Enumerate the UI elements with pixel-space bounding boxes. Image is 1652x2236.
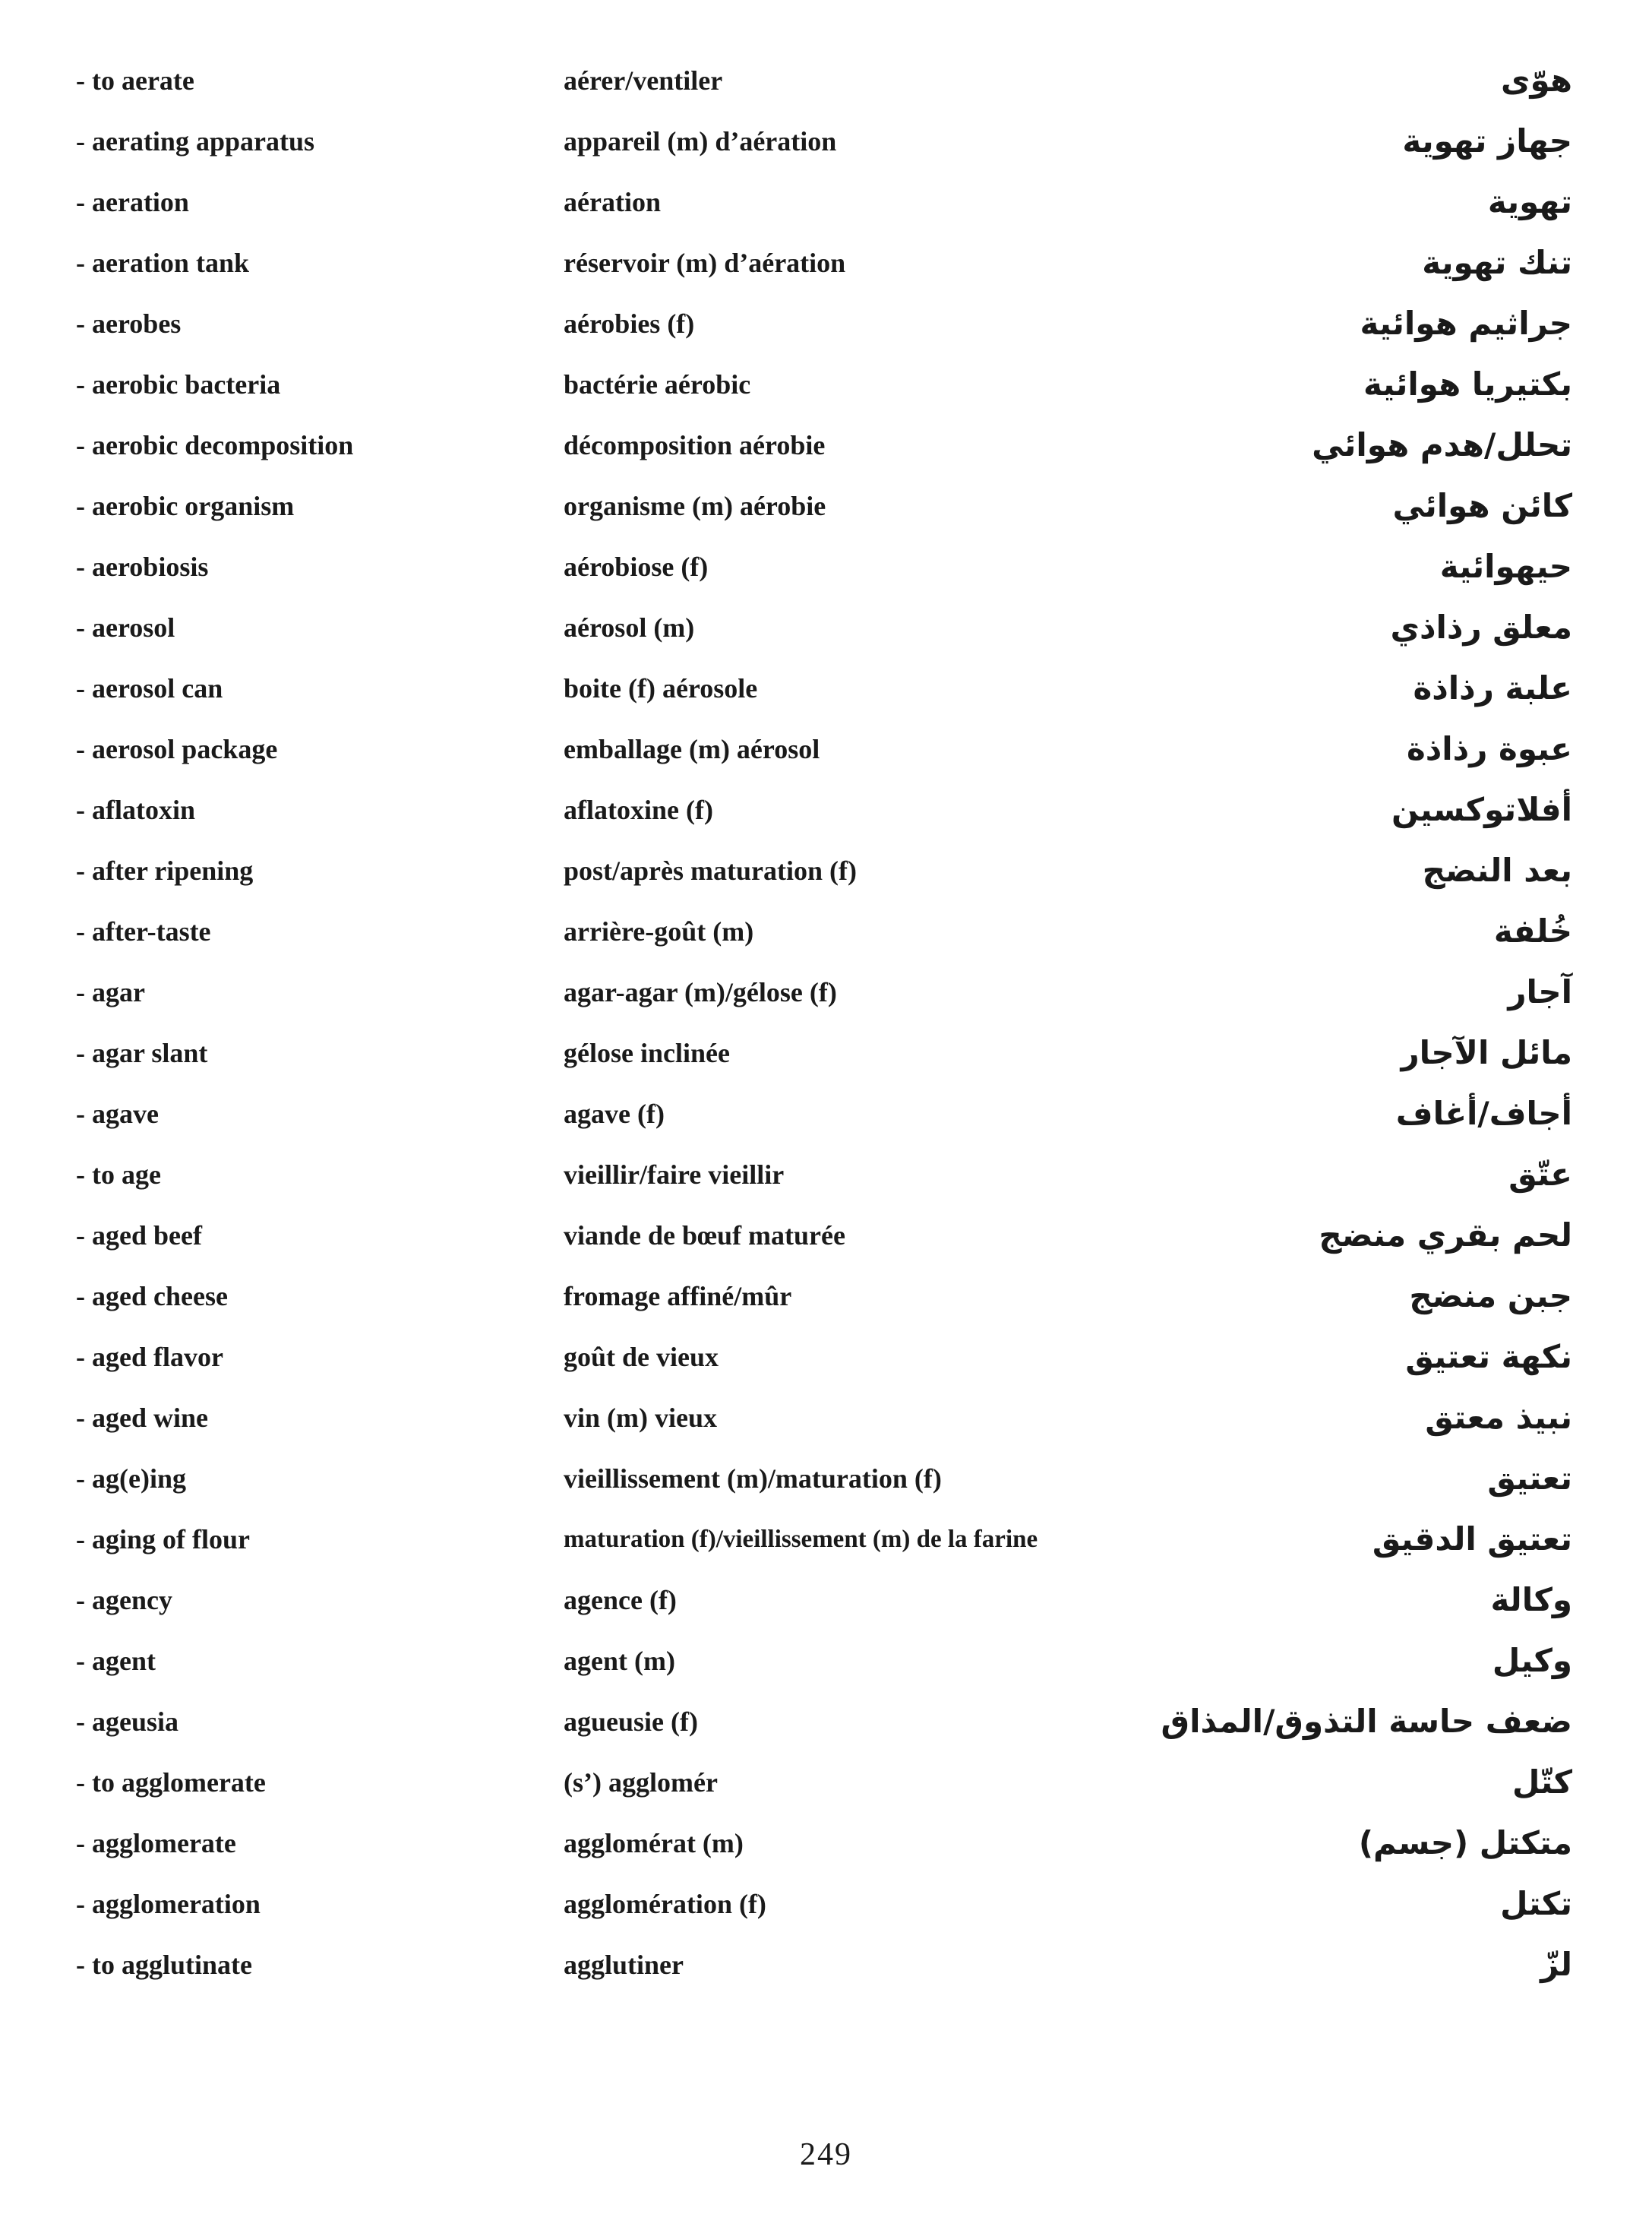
arabic-term: تنك تهوية xyxy=(1422,244,1572,281)
arabic-term: جهاز تهوية xyxy=(1402,122,1572,160)
french-term: fromage affiné/mûr xyxy=(564,1281,792,1311)
english-term: - to agglomerate xyxy=(76,1767,266,1798)
english-term: - aerating apparatus xyxy=(76,126,314,157)
dictionary-entry xyxy=(0,722,1652,783)
dictionary-entry xyxy=(0,1755,1652,1816)
french-term: vieillir/faire vieillir xyxy=(564,1159,785,1190)
french-term: maturation (f)/vieillissement (m) de la farine xyxy=(564,1526,1038,1553)
arabic-term: أفلاتوكسين xyxy=(1391,791,1572,828)
french-term: aérobies (f) xyxy=(564,308,695,339)
french-term: aérosol (m) xyxy=(564,612,695,643)
arabic-term: جراثيم هوائية xyxy=(1360,305,1572,342)
french-term: décomposition aérobie xyxy=(564,430,826,460)
french-term: vin (m) vieux xyxy=(564,1403,717,1433)
french-term: agglomération (f) xyxy=(564,1889,766,1919)
dictionary-entry xyxy=(0,1390,1652,1451)
dictionary-entry xyxy=(0,1330,1652,1390)
arabic-term: حيهوائية xyxy=(1439,548,1572,585)
english-term: - agglomerate xyxy=(76,1828,236,1858)
french-term: emballage (m) aérosol xyxy=(564,734,820,764)
french-term: vieillissement (m)/maturation (f) xyxy=(564,1463,942,1494)
arabic-term: آجار xyxy=(1508,973,1572,1010)
arabic-term: خُلفة xyxy=(1493,912,1572,950)
dictionary-entry xyxy=(0,236,1652,296)
french-term: goût de vieux xyxy=(564,1342,719,1372)
french-term: agglomérat (m) xyxy=(564,1828,744,1858)
english-term: - aeration tank xyxy=(76,248,249,278)
arabic-term: متكتل (جسم) xyxy=(1358,1824,1572,1861)
arabic-term: هوّى xyxy=(1501,62,1572,99)
english-term: - ag(e)ing xyxy=(76,1463,186,1494)
arabic-term: تهوية xyxy=(1487,183,1572,220)
english-term: - aeration xyxy=(76,187,189,217)
dictionary-entry xyxy=(0,1026,1652,1086)
french-term: gélose inclinée xyxy=(564,1038,730,1068)
english-term: - agency xyxy=(76,1585,172,1615)
dictionary-entry xyxy=(0,479,1652,539)
english-term: - aflatoxin xyxy=(76,795,195,825)
arabic-term: نبيذ معتق xyxy=(1425,1399,1572,1436)
french-term: boite (f) aérosole xyxy=(564,673,758,704)
english-term: - aerosol can xyxy=(76,673,223,704)
english-term: - to age xyxy=(76,1159,161,1190)
dictionary-entry xyxy=(0,1086,1652,1147)
english-term: - after ripening xyxy=(76,855,254,886)
dictionary-entry xyxy=(0,1451,1652,1512)
arabic-term: تكتل xyxy=(1500,1885,1572,1922)
english-term: - to aerate xyxy=(76,65,194,96)
dictionary-entry xyxy=(0,1816,1652,1877)
english-term: - aerobic organism xyxy=(76,491,295,521)
arabic-term: نكهة تعتيق xyxy=(1405,1338,1572,1375)
english-term: - aerobiosis xyxy=(76,552,209,582)
dictionary-entry xyxy=(0,600,1652,661)
arabic-term: وكالة xyxy=(1490,1581,1572,1618)
french-term: viande de bœuf maturée xyxy=(564,1220,845,1251)
french-term: (s’) agglomér xyxy=(564,1767,718,1798)
dictionary-entry xyxy=(0,661,1652,722)
english-term: - aged wine xyxy=(76,1403,208,1433)
french-term: agave (f) xyxy=(564,1099,665,1129)
french-term: bactérie aérobic xyxy=(564,369,751,400)
dictionary-entry xyxy=(0,965,1652,1026)
dictionary-entry xyxy=(0,904,1652,965)
dictionary-entry xyxy=(0,1512,1652,1573)
arabic-term: تعتيق الدقيق xyxy=(1372,1520,1572,1558)
french-term: agglutiner xyxy=(564,1950,684,1980)
arabic-term: تحلل/هدم هوائي xyxy=(1312,426,1572,463)
english-term: - aerobes xyxy=(76,308,182,339)
english-term: - aerobic bacteria xyxy=(76,369,281,400)
french-term: organisme (m) aérobie xyxy=(564,491,826,521)
dictionary-entry xyxy=(0,1937,1652,1998)
english-term: - agglomeration xyxy=(76,1889,261,1919)
french-term: arrière-goût (m) xyxy=(564,916,754,947)
english-term: - agave xyxy=(76,1099,159,1129)
french-term: post/après maturation (f) xyxy=(564,855,857,886)
english-term: - to agglutinate xyxy=(76,1950,252,1980)
arabic-term: وكيل xyxy=(1492,1642,1572,1679)
dictionary-entry xyxy=(0,783,1652,843)
arabic-term: جبن منضج xyxy=(1409,1277,1572,1314)
dictionary-entry xyxy=(0,175,1652,236)
dictionary-entry xyxy=(0,1269,1652,1330)
dictionary-entry xyxy=(0,1634,1652,1694)
arabic-term: بكتيريا هوائية xyxy=(1363,365,1572,403)
arabic-term: عتّق xyxy=(1508,1156,1572,1193)
english-term: - aerosol xyxy=(76,612,175,643)
french-term: agar-agar (m)/gélose (f) xyxy=(564,977,837,1007)
french-term: agent (m) xyxy=(564,1646,675,1676)
french-term: aérer/ventiler xyxy=(564,65,723,96)
arabic-term: علبة رذاذة xyxy=(1413,669,1572,707)
french-term: aération xyxy=(564,187,661,217)
french-term: aflatoxine (f) xyxy=(564,795,713,825)
dictionary-entry xyxy=(0,114,1652,175)
english-term: - aerosol package xyxy=(76,734,278,764)
arabic-term: أجاف/أغاف xyxy=(1395,1095,1572,1132)
english-term: - aging of flour xyxy=(76,1524,250,1554)
french-term: réservoir (m) d’aération xyxy=(564,248,846,278)
arabic-term: لحم بقري منضج xyxy=(1319,1216,1572,1254)
arabic-term: تعتيق xyxy=(1487,1460,1572,1497)
arabic-term: كتّل xyxy=(1511,1763,1572,1801)
arabic-term: معلق رذاذي xyxy=(1390,609,1572,646)
dictionary-entry xyxy=(0,53,1652,114)
dictionary-entry xyxy=(0,1877,1652,1937)
english-term: - agar xyxy=(76,977,145,1007)
dictionary-entry xyxy=(0,1208,1652,1269)
english-term: - after-taste xyxy=(76,916,211,947)
english-term: - aged beef xyxy=(76,1220,202,1251)
dictionary-entry xyxy=(0,357,1652,418)
english-term: - ageusia xyxy=(76,1706,178,1737)
entry-list xyxy=(0,53,1652,1998)
arabic-term: مائل الآجار xyxy=(1401,1034,1572,1071)
dictionary-entry xyxy=(0,843,1652,904)
dictionary-entry xyxy=(0,1147,1652,1208)
english-term: - aged cheese xyxy=(76,1281,228,1311)
arabic-term: لزّ xyxy=(1540,1946,1572,1983)
french-term: agence (f) xyxy=(564,1585,677,1615)
dictionary-entry xyxy=(0,418,1652,479)
arabic-term: عبوة رذاذة xyxy=(1406,730,1572,767)
english-term: - aerobic decomposition xyxy=(76,430,354,460)
arabic-term: ضعف حاسة التذوق/المذاق xyxy=(1161,1703,1572,1740)
french-term: appareil (m) d’aération xyxy=(564,126,837,157)
dictionary-entry xyxy=(0,296,1652,357)
english-term: - aged flavor xyxy=(76,1342,223,1372)
english-term: - agent xyxy=(76,1646,156,1676)
page-number: 249 xyxy=(800,2137,852,2172)
dictionary-entry xyxy=(0,1694,1652,1755)
dictionary-entry xyxy=(0,1573,1652,1634)
french-term: agueusie (f) xyxy=(564,1706,698,1737)
arabic-term: بعد النضج xyxy=(1422,852,1572,889)
dictionary-entry xyxy=(0,539,1652,600)
french-term: aérobiose (f) xyxy=(564,552,709,582)
arabic-term: كائن هوائي xyxy=(1392,487,1572,524)
english-term: - agar slant xyxy=(76,1038,208,1068)
